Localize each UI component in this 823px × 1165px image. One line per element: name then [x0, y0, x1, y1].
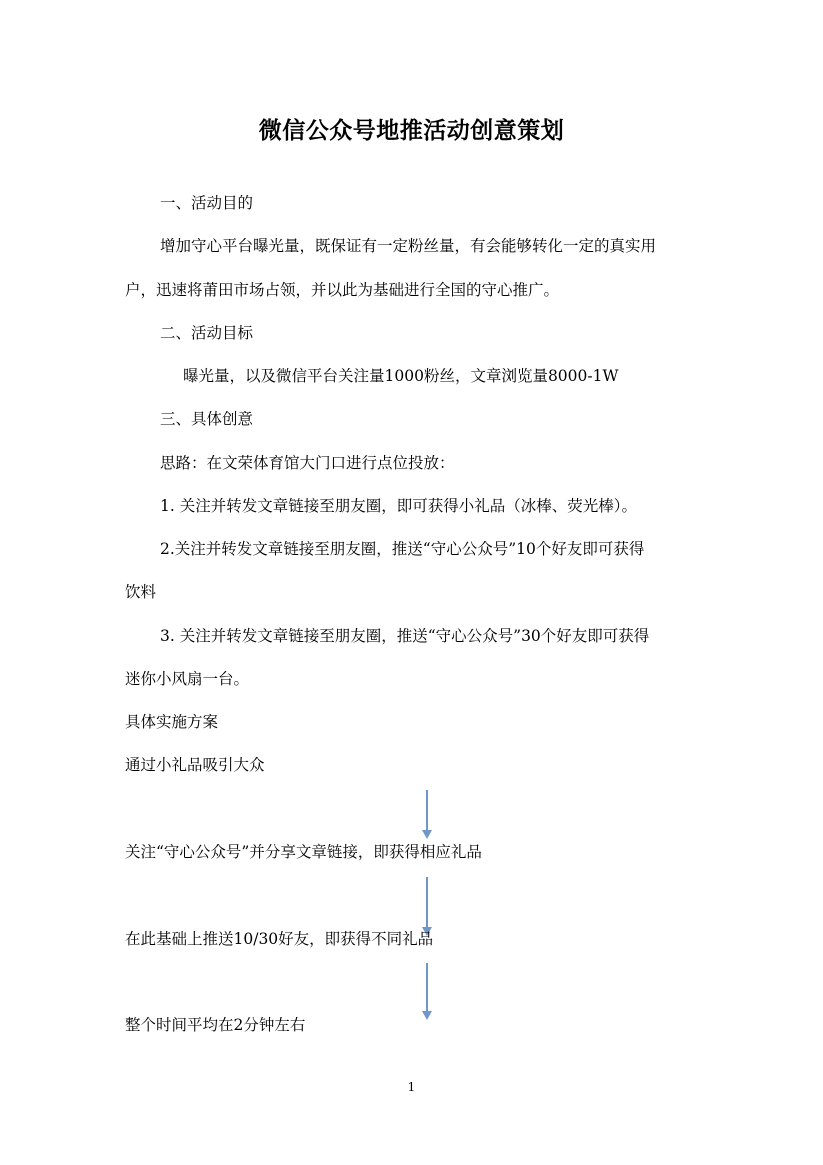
goal-paragraph: 曝光量，以及微信平台关注量1000粉丝，文章浏览量8000-1W: [183, 367, 619, 385]
page-number: 1: [407, 1080, 416, 1094]
idea-item-3-line-1: 3. 关注并转发文章链接至朋友圈，推送“守心公众号”30个好友即可获得: [160, 627, 650, 645]
idea-intro: 思路：在文荣体育馆大门口进行点位投放：: [160, 454, 455, 472]
flow-step-4: 整个时间平均在2分钟左右: [125, 1016, 306, 1034]
section-heading-purpose: 一、活动目的: [160, 194, 254, 212]
idea-item-2-line-1: 2.关注并转发文章链接至朋友圈，推送“守心公众号”10个好友即可获得: [160, 540, 645, 558]
idea-item-3-line-2: 迷你小风扇一台。: [125, 670, 250, 688]
idea-item-2-line-2: 饮料: [125, 583, 157, 601]
section-heading-goal: 二、活动目标: [160, 324, 254, 342]
flow-step-1: 通过小礼品吸引大众: [125, 756, 265, 774]
section-heading-idea: 三、具体创意: [160, 410, 254, 428]
purpose-paragraph-line-2: 户，迅速将莆田市场占领，并以此为基础进行全国的守心推广。: [125, 281, 560, 299]
idea-item-1: 1. 关注并转发文章链接至朋友圈，即可获得小礼品（冰棒、荧光棒）。: [160, 497, 637, 515]
purpose-paragraph-line-1: 增加守心平台曝光量，既保证有一定粉丝量，有会能够转化一定的真实用: [160, 237, 657, 255]
flow-step-3: 在此基础上推送10/30好友，即获得不同礼品: [125, 930, 434, 948]
flow-step-2: 关注“守心公众号”并分享文章链接，即获得相应礼品: [125, 843, 482, 861]
document-title: 微信公众号地推活动创意策划: [258, 117, 565, 144]
plan-heading: 具体实施方案: [125, 713, 219, 731]
